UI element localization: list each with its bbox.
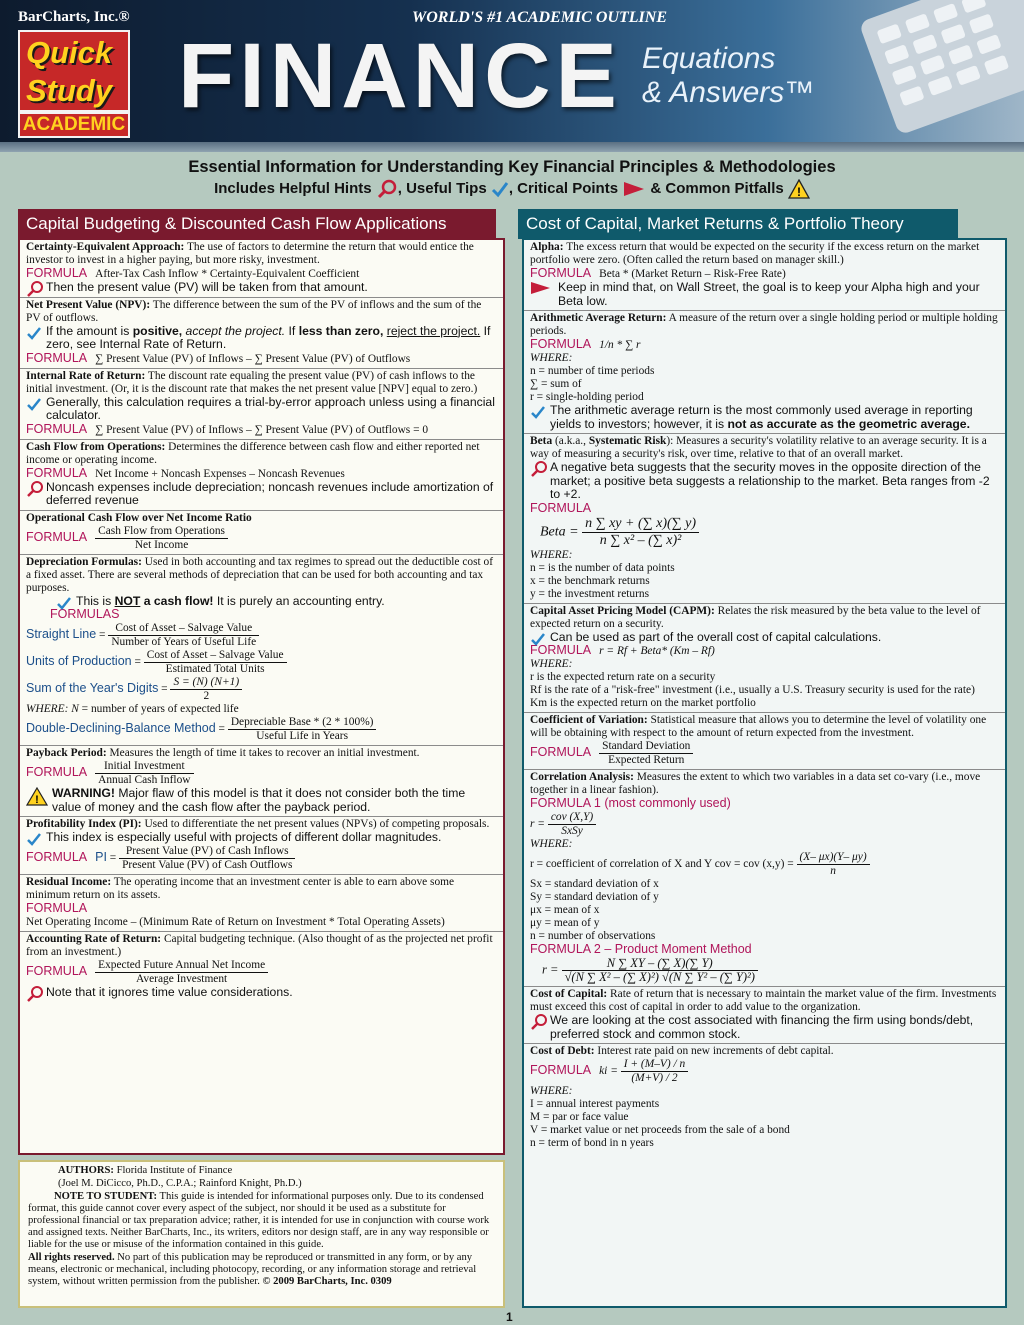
magnifier-icon [376,179,398,199]
calculator-image [859,0,1024,135]
checkmark-icon [530,631,546,647]
cost-of-capital-section: Cost of Capital: Rate of return that is necessary to maintain the market value of the firm. Investments must exceed this cost of capital in order to add value to the organization. We are looking at the cost associated with financing the firm using bonds/debt, preferred stock and common stock. [524,987,1005,1044]
tip-note: If the amount is positive, accept the project. If less than zero, reject the project. If zero, see Internal Rate of Return. [26,325,497,352]
coefficient-of-variation-section: Coefficient of Variation: Statistical measure that allows you to determine the level of volatility one will be obtaining with respect to the amount of return expected from the investment. FORMULA $\frac{\text{Standard Deviation}}{\text{Expected Return}}$ [524,713,1005,770]
magnifier-icon [530,461,548,477]
logo-box [18,30,130,112]
cost-of-debt-section: Cost of Debt: Interest rate paid on new increments of debt capital. FORMULA ki = $\frac{I + (M-V) / n}{(M+V) / 2}$ WHERE: I = annual interest payments M = par or face value V = market value or net proceeds from the sale of a bond n = term of bond in n years [530,1045,834,1149]
checkmark-icon [26,831,42,847]
alpha-section: Alpha: The excess return that would be expected on the security if the excess return on the market portfolio were zero. (Often called the return based on manager skill.) FORMULA Beta * (Market Return – Risk-Free Rate) Keep in mind that, on Wall Street, the goal is to keep your Alpha high and your Beta low. [524,240,1005,311]
irr-section: Internal Rate of Return: The discount rate equaling the present value (PV) of cash inflows to the initial investment. (Or, it is the discount rate that makes the net present value [NPV] equal to zero.) Generally, this calculation requires a trial-by-error approach unless using a financial calculator. FORMULA ∑ Present Value (PV) of Inflows – ∑ Present Value (PV) of Outflows = 0 [20,369,503,440]
hint-note: Note that it ignores time value considerations. [26,986,497,1000]
hint-note: Then the present value (PV) will be taken from that amount. [26,281,497,295]
formulas-label: FORMULAS [50,607,120,621]
publisher-name: BarCharts, Inc.® [18,9,130,25]
intro-line2 [0,179,1024,199]
page-subtitle-line1: Equations [642,42,776,75]
intro [0,158,1024,199]
authors-box: AUTHORS: Florida Institute of Finance (Joel M. DiCicco, Ph.D., C.P.A.; Rainford Knight, Ph.D.) NOTE TO STUDENT: This guide is intended for informational purposes only. Due to its condensed format, this guide cannot cover every aspect of the subject, nor should it be used as a substitute for professional financial or tax preparation advice; rather, it is intended for use in conjunction with course work and assigned texts. Neither BarCharts, Inc., its writers, editors nor design staff, are in any way responsible or liable for the use or misuse of the information contained in this guide. All rights reserved. No part of this publication may be reproduced or transmitted in any form, or by any means, electronic or mechanical, including photocopy, recording, or any information storage and retrieval system, without written permission from the publisher. © 2009 BarCharts, Inc. 0309 [18,1160,505,1308]
checkmark-icon [26,325,42,341]
tip-note: This is NOT a cash flow! It is purely an accounting entry. [56,595,497,609]
logo-text: Quick Study [26,35,113,108]
certainty-equivalent-section: Certainty-Equivalent Approach: The use of factors to determine the return that would entice the investor to invest in a higher paying, but more risky, investment. FORMULA After-Tax Cash Inflow * Certainty-Equivalent Coefficient Then the present value (PV) will be taken from that amount. [20,240,503,298]
residual-income-section: Residual Income: The operating income that an investment center is able to earn above some minimum return on its assets. FORMULA Net Operating Income – (Minimum Rate of Return on Investment * Total Operating Assets) [20,875,503,932]
warning-note: ! WARNING! Major flaw of this model is that it does not consider both the time value of money and the cash flow after the payback period. [26,787,497,814]
intro-hints: Includes Helpful Hints [214,179,372,197]
payback-section: Payback Period: Measures the length of time it takes to recover an initial investment. FORMULA $\frac{\text{Initial Investment}}{\text{Annual Cash Inflow}}$ ! WARNING! Major flaw of this model is that it does not consider both the time value of money and the cash flow after the payback period. [20,746,503,817]
logo-academic: ACADEMIC [18,112,130,138]
left-column [18,238,505,1155]
formula-text: Net Operating Income – (Minimum Rate of Return on Investment * Total Operating Assets) [26,915,445,928]
left-column-title: Capital Budgeting & Discounted Cash Flow Applications [18,209,496,239]
right-column [522,238,1007,1308]
formula-text: ∑ Present Value (PV) of Inflows – ∑ Present Value (PV) of Outflows [95,352,411,365]
magnifier-icon [26,281,44,297]
formula-label: FORMULA [26,266,88,280]
hint-note: A negative beta suggests that the security moves in the opposite direction of the market; a positive beta suggests a relationship to the market. Beta ranges from -2 to +2. [530,461,999,502]
depreciation-section: Depreciation Formulas: Used in both accounting and tax regimes to spread out the deductible cost of a fixed asset. There are several methods of depreciation that can be used for both accounting and tax purposes. This is NOT a cash flow! It is purely an accounting entry. FORMULAS Straight Line = $\frac{\text{Cost of Asset – Salvage Value}}{\text{Number of Years of Useful Life}}$ Units of Production = $\frac{\text{Cost of Asset – Salvage Value}}{\text{Estimated Total Units}}$ Sum of the Year's Digits = $\frac{S = (N) (N+1)}{2}$ WHERE: N = number of years of expected life Double-Declining-Balance Method = $\frac{\text{Depreciable Base * (2 * 100\%)}}{\text{Useful Life in Years}}$ [20,555,503,747]
tip-note: The arithmetic average return is the most commonly used average in reporting yields to investors; however, it is not as accurate as the geometric average. [530,404,999,431]
tagline: WORLD'S #1 ACADEMIC OUTLINE [412,9,668,26]
fraction: $\frac{\text{Cash Flow from Operations}}{\text{Net Income}}$ [95,525,228,552]
svg-text:!: ! [35,794,39,806]
arithmetic-average-return-section: Arithmetic Average Return: A measure of the return over a single holding period or multiple holding periods. FORMULA 1/n * ∑ r WHERE: n = number of time periods ∑ = sum of r = single-holding period The arithmetic average return is the most commonly used average in reporting yields to investors; however, it is not as accurate as the geometric average. [524,311,1005,434]
intro-pitfalls: & Common Pitfalls [650,179,784,197]
formula-text: ∑ Present Value (PV) of Inflows – ∑ Present Value (PV) of Outflows = 0 [95,423,429,436]
formula-text: Net Income + Noncash Expenses – Noncash Revenues [95,467,345,480]
tip-note: Generally, this calculation requires a trial-by-error approach unless using a financial calculator. [26,396,497,423]
tip-note: Can be used as part of the overall cost of capital calculations. [530,631,999,645]
quick-study-logo [18,30,130,138]
warning-icon [788,179,810,199]
checkmark-icon [56,595,72,611]
tip-note: This index is especially useful with projects of different dollar magnitudes. [26,831,497,845]
capm-section: Capital Asset Pricing Model (CAPM): Relates the risk measured by the beta value to the level of expected return on a security. Can be used as part of the overall cost of capital calculations. FORMULA r = Rf + Beta* (Km – Rf) WHERE: r is the expected return rate on a security Rf is the rate of a "risk-free" investment (i.e., usually a U.S. Treasury security is used for the rate) Km is the expected return on the market portfolio [524,604,1005,714]
page-subtitle-line2: & Answers™ [642,76,815,109]
checkmark-icon [530,404,546,420]
magnifier-icon [26,481,44,497]
profitability-index-section: Profitability Index (PI): Used to differentiate the net present values (NPVs) of competing proposals. This index is especially useful with projects of different dollar magnitudes. FORMULA PI = $\frac{\text{Present Value (PV) of Cash Inflows}}{\text{Present Value (PV) of Cash Outflows}}$ [20,817,503,875]
formula-text: After-Tax Cash Inflow * Certainty-Equivalent Coefficient [95,268,360,280]
checkmark-icon [26,396,42,412]
svg-text:!: ! [796,185,801,199]
critical-note: Keep in mind that, on Wall Street, the goal is to keep your Alpha high and your Beta low. [530,281,999,308]
accounting-rate-of-return-section: Accounting Rate of Return: Capital budgeting technique. (Also thought of as the projected net profit from an investment.) FORMULA $\frac{\text{Expected Future Annual Net Income}}{\text{Average Investment}}$ Note that it ignores time value considerations. [20,932,503,1002]
flag-icon [622,181,646,197]
ocf-ratio-section: Operational Cash Flow over Net Income Ratio FORMULA $\frac{\text{Cash Flow from Operations}}{\text{Net Income}}$ [20,511,503,555]
intro-critical: , Critical Points [508,179,619,197]
warning-icon [26,787,48,806]
page-title: FINANCE [178,25,622,127]
magnifier-icon [26,986,44,1002]
intro-tips: , Useful Tips [397,179,487,197]
hint-note: Noncash expenses include depreciation; noncash revenues include amortization of deferred revenue [26,481,497,508]
header-ribbon [0,142,1024,152]
intro-line1: Essential Information for Understanding Key Financial Principles & Methodologies [188,158,836,176]
hint-note: We are looking at the cost associated with financing the firm using bonds/debt, preferred stock and common stock. [530,1014,999,1041]
flag-icon [530,281,552,295]
cfo-section: Cash Flow from Operations: Determines the difference between cash flow and either reported net income or operating income. FORMULA Net Income + Noncash Expenses – Noncash Revenues Noncash expenses include depreciation; noncash revenues include amortization of deferred revenue [20,440,503,511]
checkmark-icon [491,180,509,198]
correlation-analysis-section: Correlation Analysis: Measures the extent to which two variables in a data set co-vary (i.e., move together in a linear fashion). FORMULA 1 (most commonly used) r = $\frac{\text{cov (X,Y)}}{\text{SxSy}}$ WHERE: r = coefficient of correlation of X and Y cov = cov (x,y) = $\frac{(X- \mu x)(Y- \mu y)}{n}$ Sx = standard deviation of x Sy = standard deviation of y μx = mean of x μy = mean of y n = number of observations FORMULA 2 – Product Moment Method r = $\frac{N \sum XY - (\sum X)(\sum Y)}{\text{√(N ∑ X² – (∑ X)²) √(N ∑ Y² – (∑ Y)²)}}$ [524,770,1005,987]
right-column-title: Cost of Capital, Market Returns & Portfolio Theory [518,209,958,239]
beta-section: Beta (a.k.a., Systematic Risk): Measures a security's volatility relative to an average security. It is a way of measuring a security's risk, over time, relative to that of an overall market. A negative beta suggests that the security moves in the opposite direction of the market; a positive beta suggests a relationship to the market. Beta ranges from -2 to +2. FORMULA Beta = $\frac{n \sum xy + (\sum x)(\sum y)}{\text{n ∑ x² – (∑ x)²}}$ WHERE: n = is the number of data points x = the benchmark returns y = the investment returns [524,434,1005,604]
magnifier-icon [530,1014,548,1030]
header-banner [0,0,1024,142]
formula-text: Beta * (Market Return – Risk-Free Rate) [599,268,786,280]
npv-section: Net Present Value (NPV): The difference between the sum of the PV of inflows and the sum of the PV of outflows. If the amount is positive, accept the project. If less than zero, reject the project. If zero, see Internal Rate of Return. FORMULA ∑ Present Value (PV) of Inflows – ∑ Present Value (PV) of Outflows [20,298,503,369]
page-number: 1 [506,1310,513,1324]
